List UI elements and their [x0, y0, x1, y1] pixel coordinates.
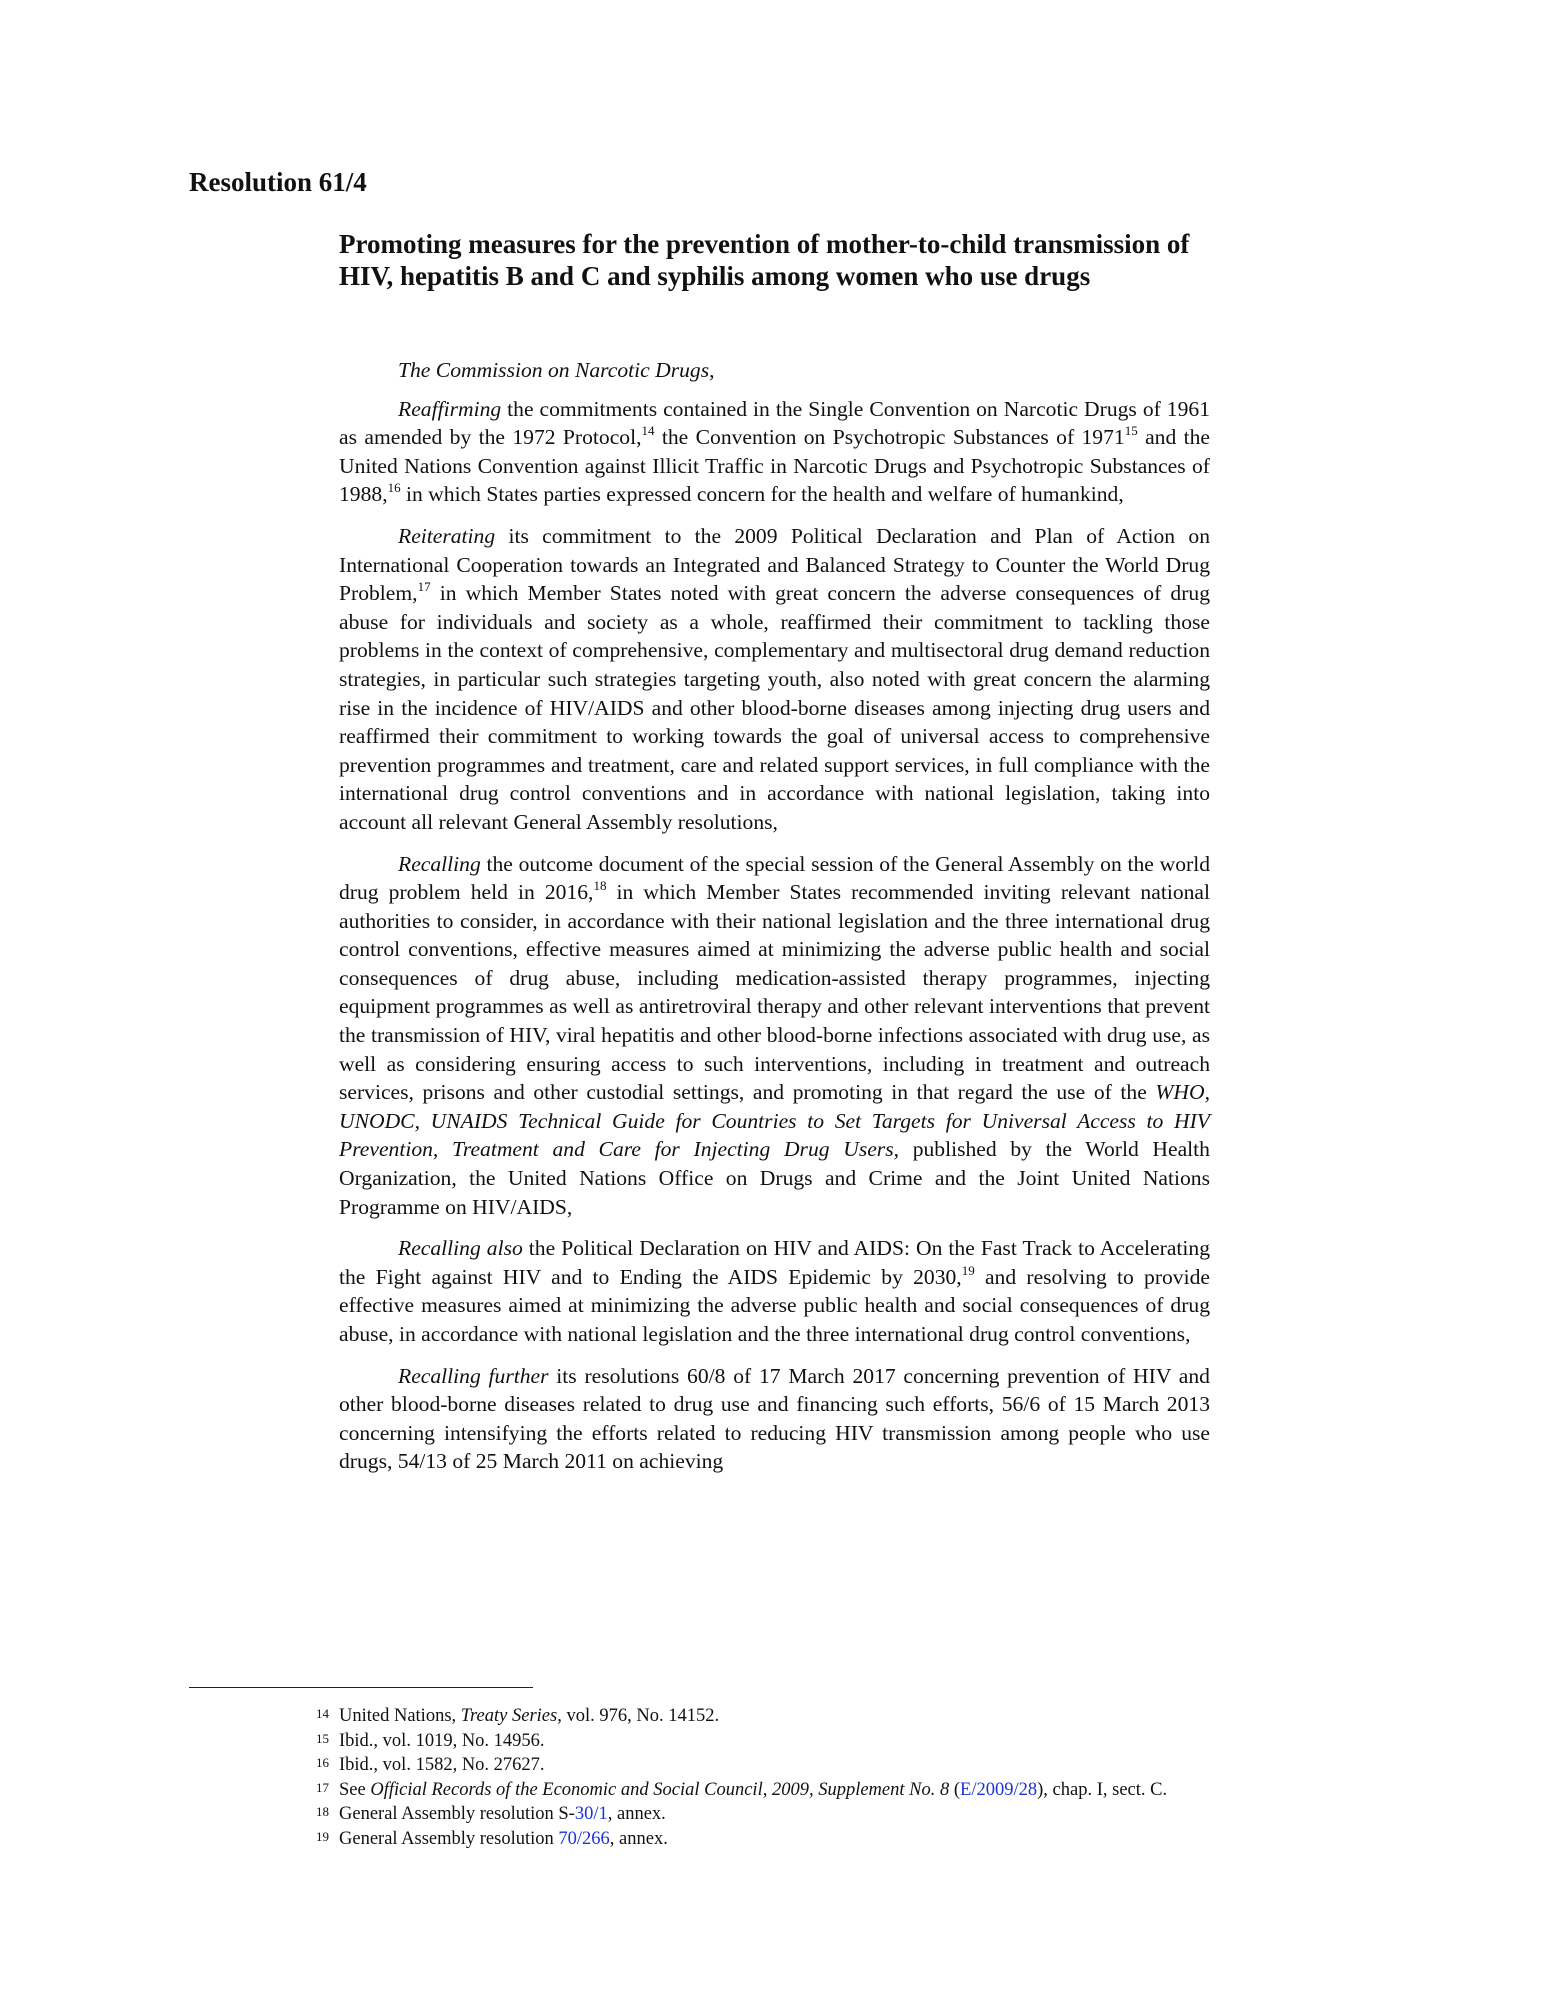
preamble: The Commission on Narcotic Drugs,	[398, 358, 715, 382]
paragraph-recalling-also	[339, 1234, 1210, 1348]
paragraph-text: the Political Declaration on HIV and AIDS: On the Fast Track to Accelerating the Fight against HIV and to Ending the AIDS Epidemic by 2030,	[339, 1236, 1210, 1289]
footnote-number: 18	[316, 1804, 329, 1820]
footnote-number: 19	[316, 1828, 329, 1844]
preamble-text: The Commission on Narcotic Drugs	[398, 358, 710, 382]
footnote-number: 15	[316, 1730, 329, 1746]
footnote-number: 16	[316, 1755, 329, 1771]
footnote-text: , vol. 976, No. 14152.	[557, 1706, 720, 1726]
paragraph-text: the Convention on Psychotropic Substances of 1971	[654, 425, 1125, 450]
footnote-text: General Assembly resolution S-	[339, 1804, 575, 1825]
footnote-17	[312, 1778, 1212, 1803]
footnote-text: See	[339, 1779, 371, 1800]
paragraph-recalling-further	[339, 1362, 1210, 1476]
footnote-ref[interactable]: 19	[961, 1262, 975, 1278]
paragraph-text: its commitment to the 2009 Political Declaration and Plan of Action on International Cooperation towards an Integrated and Balanced Strategy to Counter the World Drug Problem,	[339, 523, 1210, 606]
resolution-number: Resolution 61/4	[189, 167, 367, 197]
paragraph-text: in which States parties expressed concern for the health and welfare of humankind,	[400, 482, 1124, 507]
technical-guide-title: WHO, UNODC, UNAIDS Technical Guide for Countries to Set Targets for Universal Access to HIV Prevention, Treatment and Care for Injecting Drug Users	[339, 1080, 1210, 1162]
paragraph-text: , published by the World Health Organization, the United Nations Office on Drugs and Crime and the Joint United Nations Programme on HIV/AIDS,	[339, 1137, 1210, 1219]
footnote-18	[312, 1802, 1212, 1827]
footnote-text: Ibid., vol. 1582, No. 27627.	[339, 1755, 545, 1776]
document-symbol-link[interactable]: E/2009/28	[960, 1779, 1038, 1800]
footnote-source-title: Treaty Series	[460, 1706, 558, 1726]
footnote-divider	[189, 1687, 533, 1688]
footnote-text: (	[949, 1779, 961, 1800]
paragraph-reaffirming	[339, 395, 1210, 509]
footnote-text: General Assembly resolution	[339, 1828, 559, 1849]
footnote-14	[312, 1704, 1212, 1729]
footnote-15	[312, 1729, 1212, 1754]
paragraph-recalling	[339, 850, 1210, 1222]
paragraph-text: and the United Nations Convention against Illicit Traffic in Narcotic Drugs and Psychotropic Substances of 1988,	[339, 425, 1210, 507]
footnote-text: , annex.	[607, 1804, 666, 1825]
paragraph-text: its resolutions 60/8 of 17 March 2017 concerning prevention of HIV and other blood-borne diseases related to drug use and financing such efforts, 56/6 of 15 March 2013 concerning intensifying the efforts related to reducing HIV transmission among people who use drugs, 54/13 of 25 March 2011 on achieving	[339, 1363, 1210, 1474]
resolution-link[interactable]: 70/266	[558, 1828, 610, 1849]
footnote-text: Ibid., vol. 1019, No. 14956.	[339, 1730, 545, 1751]
paragraph-lead: Reaffirming	[398, 396, 502, 421]
footnotes-list	[312, 1704, 1212, 1852]
paragraph-lead: Recalling also	[398, 1236, 523, 1261]
footnote-19	[312, 1827, 1212, 1852]
paragraph-text: in which Member States recommended inviting relevant national authorities to consider, in accordance with their national legislation and the three international drug control conventions, effective measures aimed at minimizing the adverse public health and social consequences of drug abuse, including medication-assisted therapy programmes, injecting equipment programmes as well as antiretroviral therapy and other relevant interventions that prevent the transmission of HIV, viral hepatitis and other blood-borne infections associated with drug use, as well as considering ensuring access to such interventions, including in treatment and outreach services, prisons and other custodial settings, and promoting in that regard the use of the	[339, 880, 1210, 1105]
paragraph-lead: Recalling further	[398, 1363, 549, 1388]
footnote-ref[interactable]: 18	[593, 878, 607, 894]
footnote-ref[interactable]: 14	[641, 423, 655, 439]
paragraph-text: the outcome document of the special session of the General Assembly on the world drug problem held in 2016,	[339, 851, 1210, 905]
resolution-title: Promoting measures for the prevention of mother-to-child transmission of HIV, hepatitis B and C and syphilis among women who use drugs	[339, 229, 1190, 291]
paragraph-reiterating	[339, 522, 1210, 837]
footnote-ref[interactable]: 16	[387, 480, 401, 496]
footnote-source-title: Official Records of the Economic and Social Council, 2009, Supplement No. 8	[370, 1779, 950, 1800]
footnote-number: 17	[316, 1779, 329, 1795]
footnote-text: , annex.	[609, 1828, 668, 1849]
paragraph-text: and resolving to provide effective measures aimed at minimizing the adverse public health and social consequences of drug abuse, in accordance with national legislation and the three international drug control conventions,	[339, 1264, 1210, 1346]
footnote-text: United Nations,	[339, 1706, 461, 1726]
paragraph-text: the commitments contained in the Single Convention on Narcotic Drugs of 1961 as amended by the 1972 Protocol,	[339, 396, 1210, 450]
footnote-16	[312, 1753, 1212, 1778]
paragraph-lead: Recalling	[398, 851, 481, 876]
paragraph-lead: Reiterating	[398, 523, 496, 548]
resolution-link[interactable]: 30/1	[574, 1804, 608, 1825]
paragraph-text: in which Member States noted with great concern the adverse consequences of drug abuse for individuals and society as a whole, reaffirmed their commitment to tackling those problems in the context of comprehensive, complementary and multisectoral drug demand reduction strategies, in particular such strategies targeting youth, also noted with great concern the alarming rise in the incidence of HIV/AIDS and other blood-borne diseases among injecting drug users and reaffirmed their commitment to working towards the goal of universal access to comprehensive prevention programmes and treatment, care and related support services, in full compliance with the international drug control conventions and in accordance with national legislation, taking into account all relevant General Assembly resolutions,	[339, 581, 1210, 834]
footnote-number: 14	[316, 1706, 329, 1721]
resolution-body	[339, 356, 1210, 1489]
footnote-text: ), chap. I, sect. C.	[1037, 1779, 1168, 1800]
footnote-ref[interactable]: 17	[417, 579, 431, 595]
footnote-ref[interactable]: 15	[1124, 423, 1138, 439]
